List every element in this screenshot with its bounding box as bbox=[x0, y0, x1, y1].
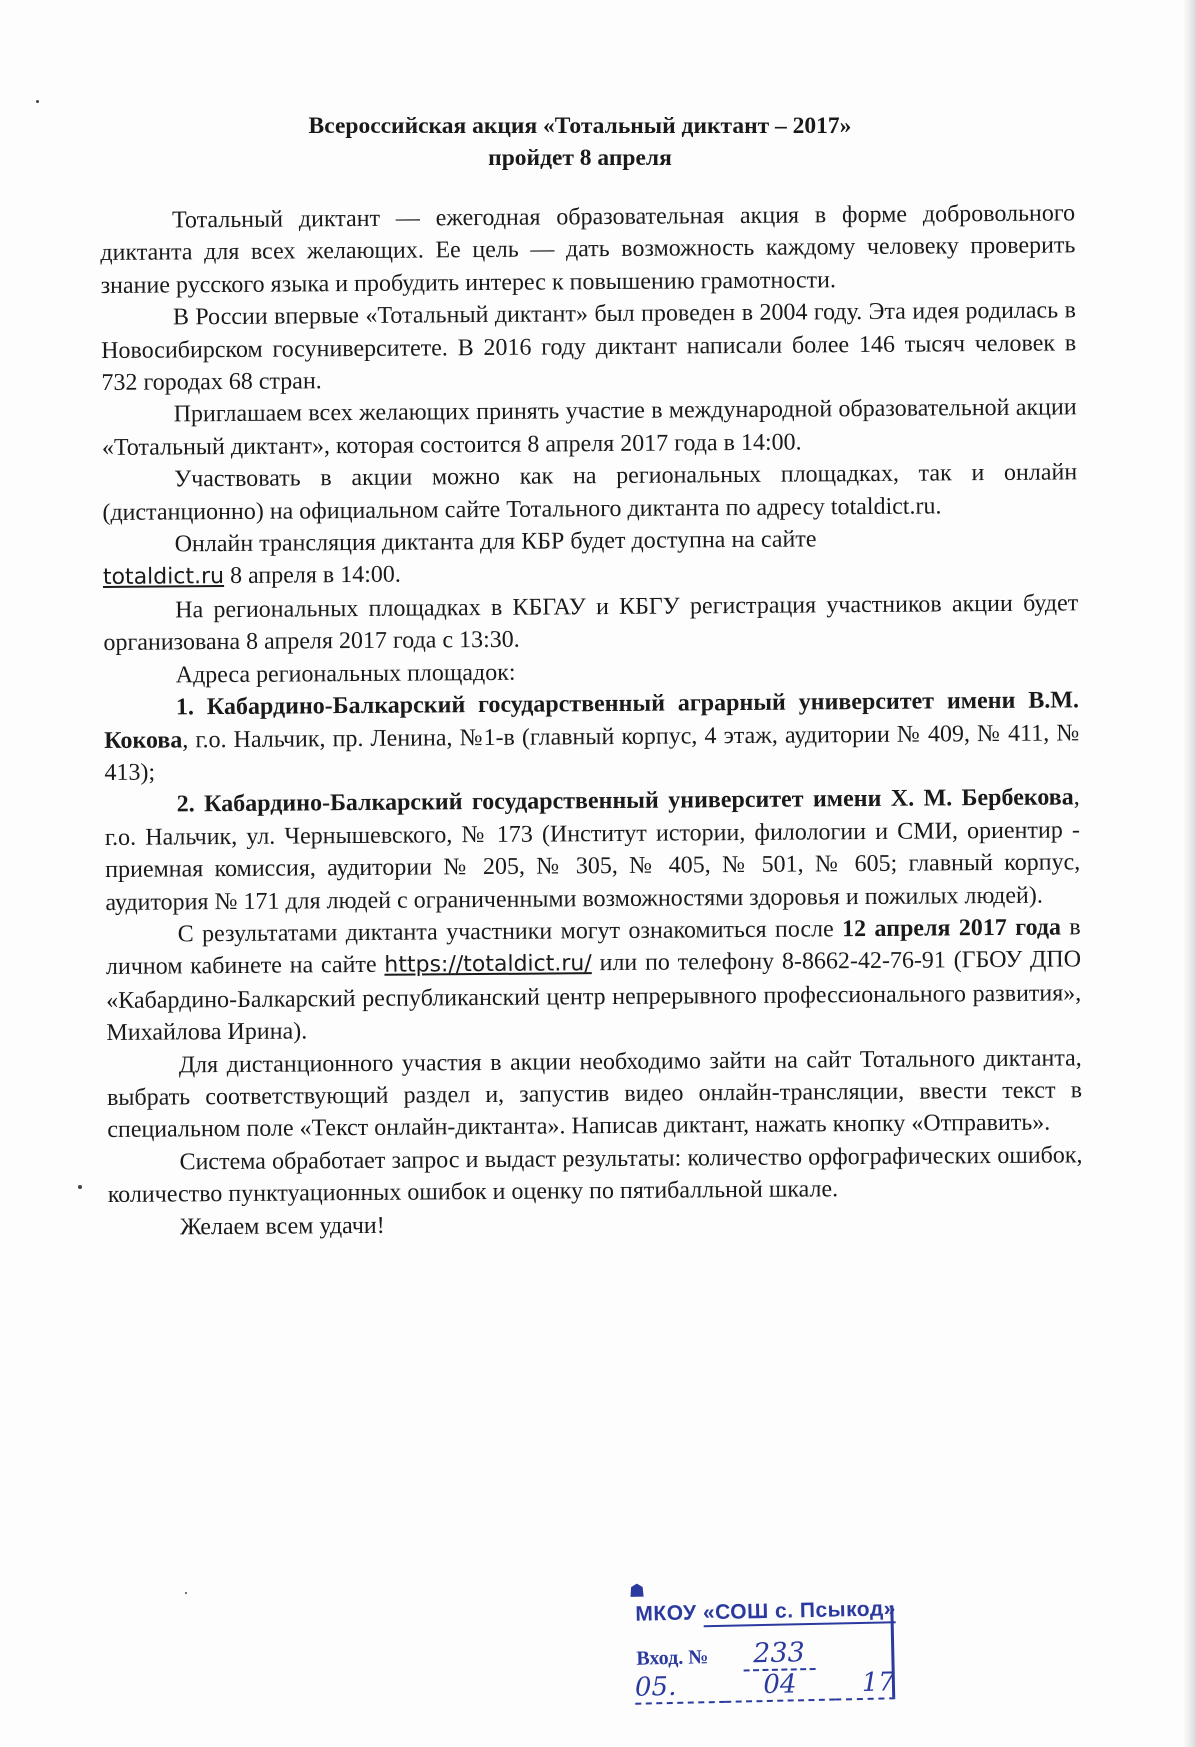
address-kbgau-name: 1. Кабардино-Балкарский государственный аграрный университет имени В.М. Кокова bbox=[104, 687, 1080, 754]
document-body bbox=[100, 197, 1083, 1244]
address-kbgu-details: , г.о. Нальчик, ул. Чернышевского, № 173 (Институт истории, филологии и СМИ, ориентир - приемная комиссия, аудитории № 205, № 305, № 405, № 501, № 605; главный корпус, аудитория № 171 для людей с ограниченными возможностями здоровья и пожилых людей). bbox=[104, 784, 1081, 916]
stamp-date bbox=[635, 1667, 906, 1705]
paragraph-intro: Тотальный диктант — ежегодная образовательная акция в форме добровольного диктанта для всех желающих. Ее цель — дать возможность каждому человеку проверить знание русского языка и пробудить интерес к повышению грамотности. bbox=[100, 200, 1076, 299]
paragraph-results bbox=[106, 911, 1082, 1049]
scan-speck bbox=[78, 1185, 82, 1189]
scan-speck bbox=[36, 100, 39, 103]
stamp-incoming bbox=[636, 1637, 815, 1672]
results-text-a: С результатами диктанта участники могут ознакомиться после bbox=[177, 916, 834, 948]
paragraph-invitation: Приглашаем всех желающих принять участие в международной образовательной акции «Тотальный диктант», которая состоится 8 апреля 2017 года в 14:00. bbox=[101, 394, 1077, 461]
stamp-date-year: 17 bbox=[835, 1667, 896, 1700]
document-title bbox=[100, 110, 1060, 174]
address-kbgau-details: , г.о. Нальчик, пр. Ленина, №1-в (главный корпус, 4 этаж, аудитории № 409, № 411, № 413); bbox=[104, 719, 1080, 786]
results-link[interactable]: https://totaldict.ru/ bbox=[384, 951, 592, 979]
stamp-org-name: «СОШ с. Псыкод» bbox=[703, 1597, 896, 1627]
paragraph-participation: Участвовать в акции можно как на региональных площадках, так и онлайн (дистанционно) на официальном сайте Тотального диктанта по адресу totaldict.ru. bbox=[102, 459, 1078, 526]
broadcast-link[interactable]: totaldict.ru bbox=[102, 564, 225, 591]
stamp-border bbox=[880, 1605, 895, 1697]
results-text-c: или по телефону 8-8662-42-76-91 (ГБОУ ДПО «Кабардино-Балкарский республиканский центр непрерывного профессионального развития», Михайлова Ирина). bbox=[106, 946, 1082, 1047]
paragraph-remote-instructions: Для дистанционного участия в акции необходимо зайти на сайт Тотального диктанта, выбрать соответствующий раздел и, запустив видео онлайн-трансляции, ввести текст в специальном поле «Текст онлайн-диктанта». Написав диктант, нажать кнопку «Отправить». bbox=[106, 1044, 1083, 1144]
stamp-incoming-label: Вход. № bbox=[636, 1646, 709, 1670]
stamp-date-day: 05. bbox=[635, 1671, 726, 1705]
title-line-1: Всероссийская акция «Тотальный диктант – 2017» bbox=[308, 113, 852, 139]
stamp-date-month: 04 bbox=[725, 1669, 836, 1703]
registration-stamp bbox=[629, 1575, 902, 1706]
scan-edge-shadow bbox=[1182, 0, 1196, 1747]
stamp-organization bbox=[635, 1597, 896, 1626]
stamp-incoming-number: 233 bbox=[743, 1637, 815, 1671]
address-item-kbgau bbox=[104, 684, 1080, 789]
paragraph-broadcast bbox=[103, 521, 1078, 594]
broadcast-time: 8 апреля в 14:00. bbox=[229, 562, 401, 590]
address-item-kbgu bbox=[105, 782, 1081, 919]
paragraph-closing: Желаем всем удачи! bbox=[179, 1212, 385, 1240]
stamp-emblem-icon: ☗ bbox=[628, 1580, 646, 1601]
scan-speck bbox=[185, 1592, 187, 1594]
title-line-2: пройдет 8 апреля bbox=[488, 145, 672, 171]
paragraph-registration: На региональных площадках в КБГАУ и КБГУ регистрация участников акции будет организована 8 апреля 2017 года с 13:30. bbox=[103, 590, 1079, 657]
paragraph-addresses-heading: Адреса региональных площадок: bbox=[175, 659, 516, 689]
paragraph-system-results: Система обработает запрос и выдаст результаты: количество орфографических ошибок, количество пунктуационных ошибок и оценку по пятибалльной шкале. bbox=[107, 1142, 1083, 1209]
results-date: 12 апреля 2017 года bbox=[842, 914, 1062, 943]
stamp-org-prefix: МКОУ bbox=[635, 1601, 697, 1626]
results-text-b: в личном кабинете на сайте bbox=[105, 914, 1081, 981]
address-kbgu-name: 2. Кабардино-Балкарский государственный университет имени Х. М. Бербекова bbox=[176, 784, 1074, 818]
paragraph-history: В России впервые «Тотальный диктант» был проведен в 2004 году. Эта идея родилась в Новосибирском госуниверситете. В 2016 году диктант написали более 146 тысяч человек в 732 городах 68 стран. bbox=[101, 297, 1077, 397]
broadcast-text: Онлайн трансляция диктанта для КБР будет доступна на сайте bbox=[174, 526, 817, 558]
